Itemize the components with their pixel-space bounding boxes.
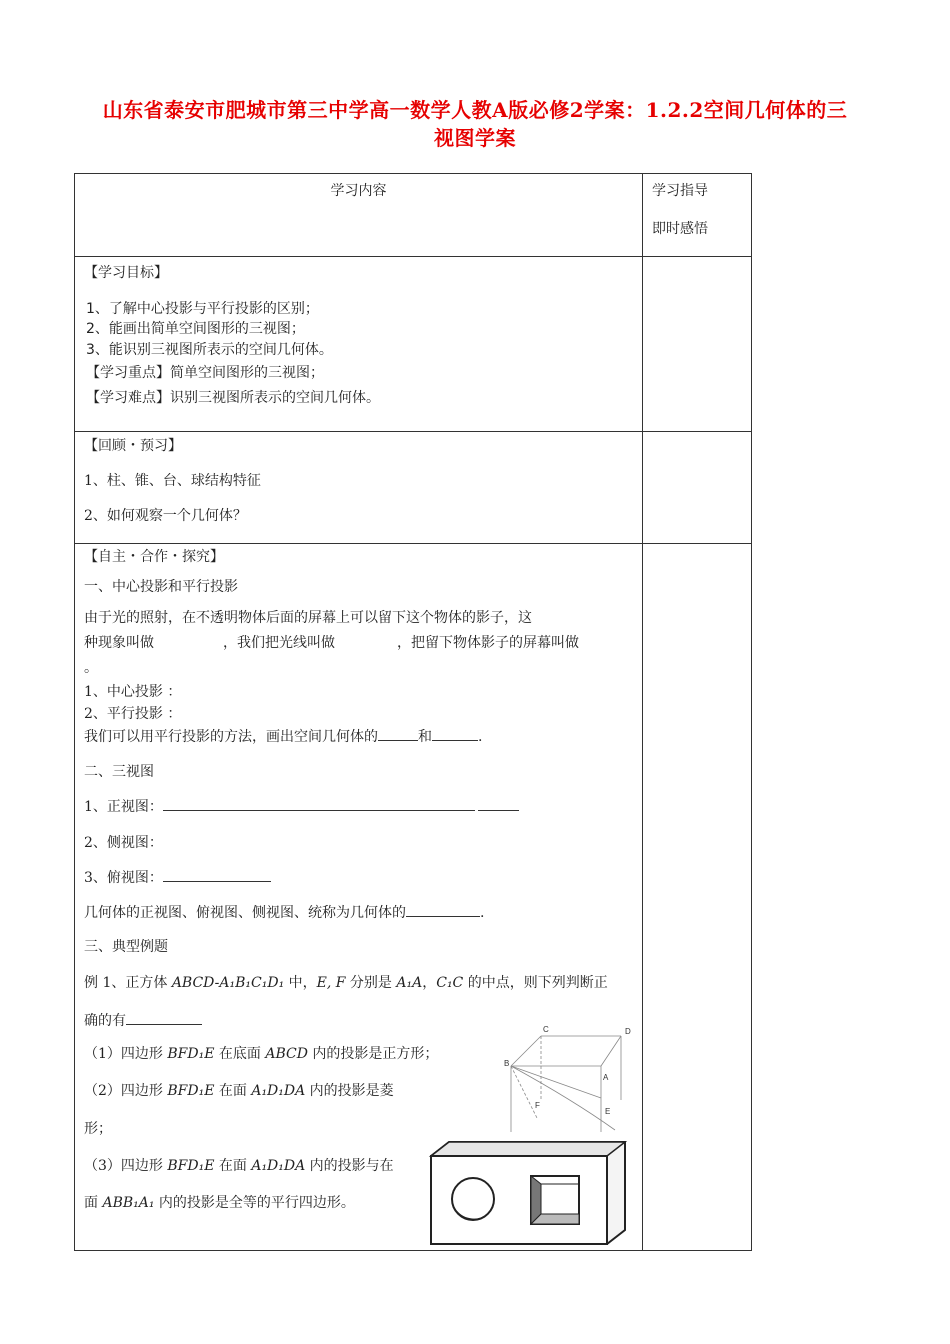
goal-item-2: 2、能画出简单空间图形的三视图； — [86, 321, 305, 337]
label-e: E — [605, 1107, 611, 1116]
page-title: 山东省泰安市肥城市第三中学高一数学人教A版必修2学案：1.2.2空间几何体的三视图学案 — [102, 98, 848, 150]
section-3-title: 三、典型例题 — [84, 939, 168, 955]
content-header — [75, 174, 643, 257]
parallel-projection: 2、平行投影 ： — [84, 706, 182, 722]
draw-text-end: . — [478, 729, 483, 745]
ex1-c1c: C₁C — [436, 975, 464, 991]
front-view-line — [84, 796, 519, 817]
collective-end: . — [480, 905, 485, 921]
review-cell — [75, 432, 643, 544]
ex1-text-a: 例 1、正方体 — [84, 975, 172, 991]
opt3-face: A₁D₁DA — [251, 1158, 306, 1174]
guide-label: 学习指导 — [652, 183, 708, 199]
opt3-c: 内的投影与在 — [305, 1158, 394, 1174]
para1-a: 种现象叫做 — [84, 635, 154, 651]
explore-notes — [643, 544, 752, 1251]
option-1 — [84, 1044, 438, 1064]
ex1-correct: 确的有 — [84, 1013, 126, 1029]
blank-ex1 — [126, 1010, 202, 1025]
opt3-b: 在面 — [214, 1158, 252, 1174]
para1-end: 。 — [84, 660, 98, 676]
opt2-c: 内的投影是菱 — [305, 1083, 394, 1099]
opt2-q: BFD₁E — [167, 1083, 215, 1099]
difficult-point: 【学习难点】识别三视图所表示的空间几何体。 — [86, 390, 380, 406]
option-2-cont: 形； — [84, 1121, 112, 1137]
blank-front-2 — [478, 796, 519, 811]
draw-sentence — [84, 726, 482, 747]
explore-row — [75, 544, 752, 1251]
opt2-face: A₁D₁DA — [251, 1083, 306, 1099]
content-label: 学习内容 — [330, 183, 387, 199]
collective-line — [84, 902, 484, 923]
top-view-label: 3、俯视图： — [84, 870, 163, 886]
opt3-a: （3）四边形 — [84, 1158, 168, 1174]
opt3-d-pre: 面 — [84, 1195, 103, 1211]
opt1-q: BFD₁E — [167, 1046, 215, 1062]
para1-b: ，我们把光线叫做 — [223, 635, 335, 651]
ex1-ef: E, F — [316, 975, 346, 991]
blank-2 — [432, 726, 478, 741]
opt3-q: BFD₁E — [167, 1158, 215, 1174]
central-projection: 1、中心投影 ： — [84, 684, 182, 700]
goals-heading: 【学习目标】 — [84, 265, 168, 281]
explore-cell — [75, 544, 643, 1251]
section-2-title: 二、三视图 — [84, 764, 154, 780]
goals-cell — [75, 257, 643, 432]
insight-label: 即时感悟 — [652, 221, 708, 237]
para1-line1: 由于光的照射，在不透明物体后面的屏幕上可以留下这个物体的影子，这 — [84, 610, 532, 626]
goals-notes — [643, 257, 752, 432]
opt2-b: 在面 — [214, 1083, 252, 1099]
review-notes — [643, 432, 752, 544]
collective-text: 几何体的正视图、俯视图、侧视图、统称为几何体的 — [84, 905, 406, 921]
review-item-1: 1、柱、锥、台、球结构特征 — [84, 473, 261, 489]
ex1-text-e: 的中点，则下列判断正 — [463, 975, 608, 991]
top-view-line — [84, 867, 271, 888]
explore-heading: 【自主・合作・探究】 — [84, 549, 224, 565]
ex1-text-c: 分别是 — [345, 975, 397, 991]
blank-collective — [406, 902, 480, 917]
opt2-a: （2）四边形 — [84, 1083, 168, 1099]
draw-text-a: 我们可以用平行投影的方法，画出空间几何体的 — [84, 729, 378, 745]
opt1-b: 在底面 — [214, 1046, 266, 1062]
label-a: A — [603, 1073, 609, 1082]
blank-front-1 — [163, 796, 475, 811]
draw-text-b: 和 — [418, 729, 432, 745]
goal-item-1: 1、了解中心投影与平行投影的区别； — [86, 301, 319, 317]
option-3 — [84, 1156, 394, 1176]
front-view-label: 1、正视图： — [84, 799, 163, 815]
ex1-text-d: ， — [422, 975, 437, 991]
opt3-d: 内的投影是全等的平行四边形。 — [154, 1195, 355, 1211]
guide-header — [643, 174, 752, 257]
para1-c: ，把留下物体影子的屏幕叫做 — [397, 635, 579, 651]
option-3-cont — [84, 1193, 355, 1213]
ex1-text-b: 中， — [284, 975, 317, 991]
side-view-label: 2、侧视图： — [84, 835, 163, 851]
label-b: B — [504, 1059, 510, 1068]
opt1-c: 内的投影是正方形； — [307, 1046, 439, 1062]
cube-figure — [503, 1020, 639, 1132]
example-1-line2 — [84, 1010, 202, 1031]
label-d: D — [625, 1027, 631, 1036]
header-row — [75, 174, 752, 257]
key-point: 【学习重点】简单空间图形的三视图； — [86, 365, 324, 381]
block-solid-figure — [427, 1138, 629, 1248]
ex1-a1a: A₁A — [396, 975, 423, 991]
blank-top — [163, 867, 271, 882]
section-1-title: 一、中心投影和平行投影 — [84, 579, 238, 595]
opt1-a: （1）四边形 — [84, 1046, 168, 1062]
blank-1 — [378, 726, 418, 741]
review-heading: 【回顾・预习】 — [84, 438, 182, 454]
ex1-cube: ABCD-A₁B₁C₁D₁ — [171, 975, 285, 991]
goals-row — [75, 257, 752, 432]
opt3-d-face: ABB₁A₁ — [102, 1195, 155, 1211]
goal-item-3: 3、能识别三视图所表示的空间几何体。 — [86, 342, 333, 358]
example-1-line1 — [84, 973, 608, 993]
review-item-2: 2、如何观察一个几何体？ — [84, 508, 247, 524]
label-c: C — [543, 1025, 549, 1034]
review-row — [75, 432, 752, 544]
label-f: F — [535, 1101, 540, 1110]
option-2 — [84, 1081, 394, 1101]
study-table — [74, 173, 752, 1251]
opt1-base: ABCD — [265, 1046, 308, 1062]
